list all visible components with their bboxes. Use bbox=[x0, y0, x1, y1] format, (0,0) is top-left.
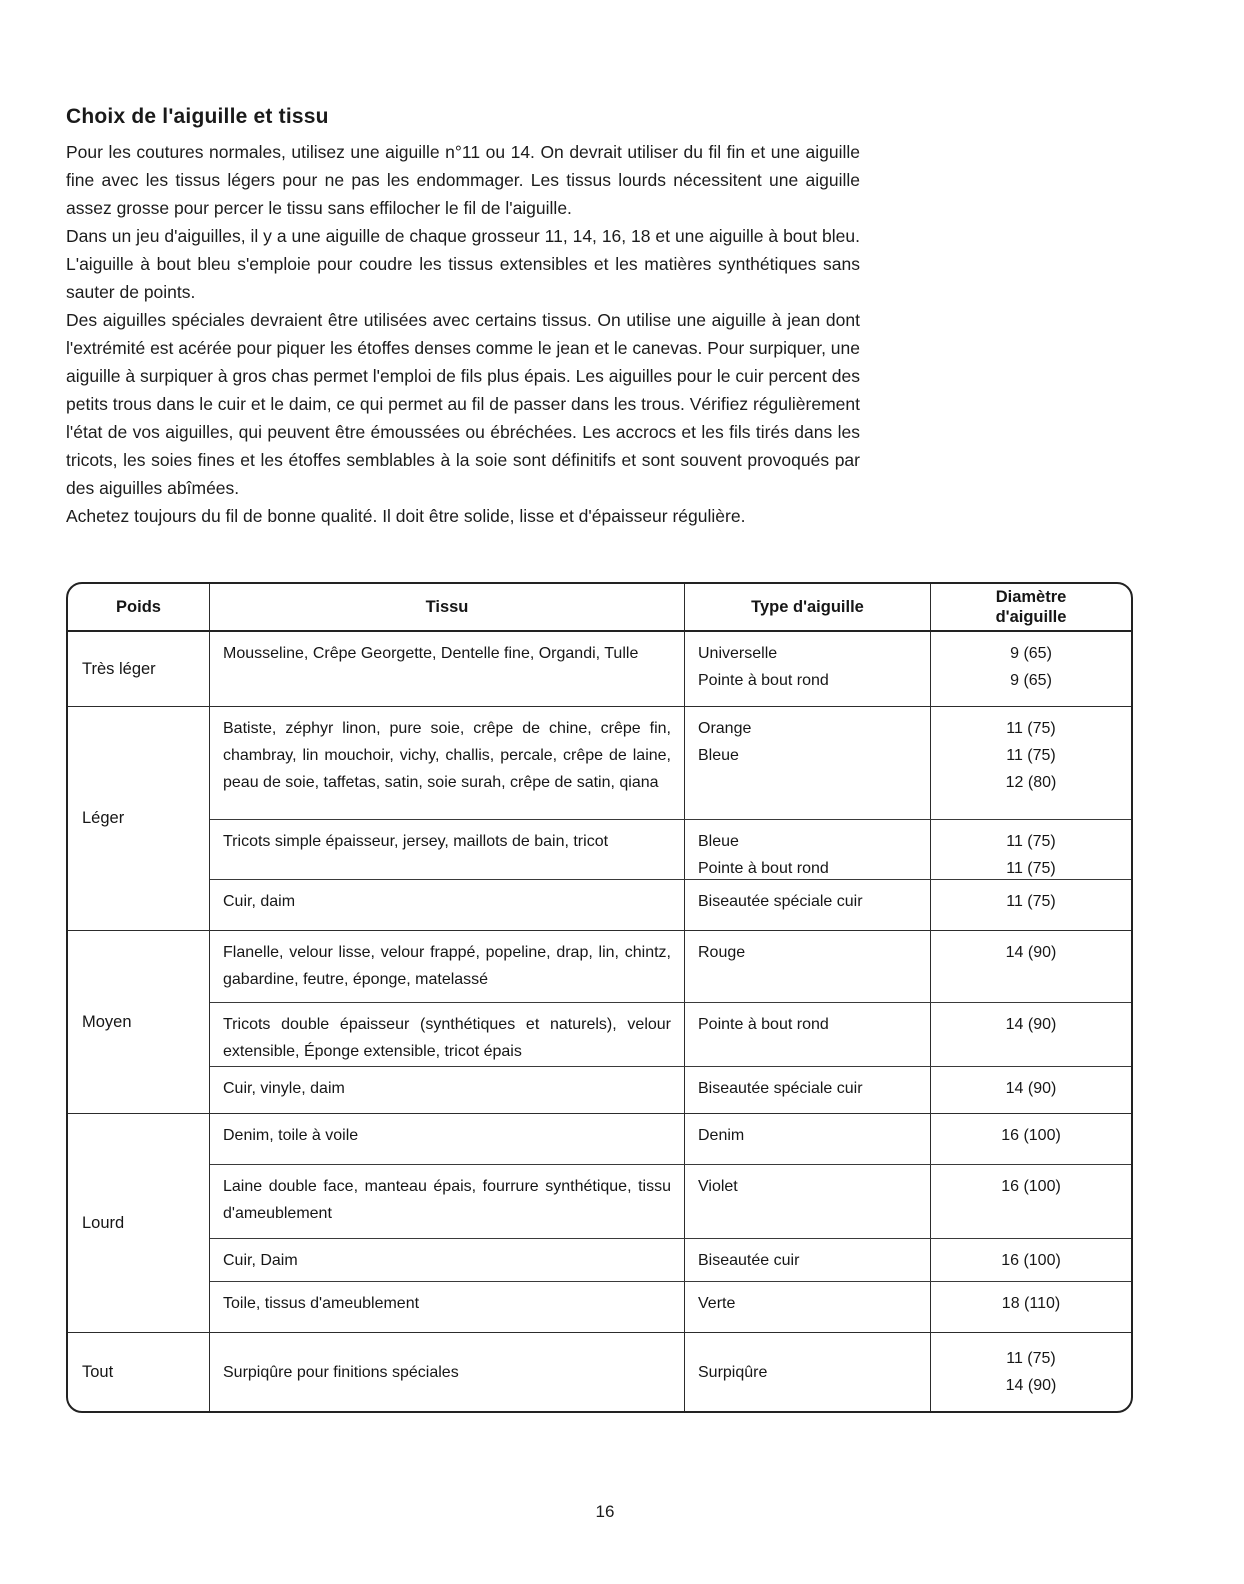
diam-cell bbox=[931, 1067, 1131, 1113]
table-row bbox=[210, 632, 1131, 706]
group-rows bbox=[210, 707, 1131, 930]
diam-cell bbox=[931, 632, 1131, 706]
type-line: Rouge bbox=[698, 944, 746, 961]
type-line: Pointe à bout rond bbox=[698, 1016, 829, 1033]
weight-group-leger bbox=[68, 706, 1131, 930]
table-row bbox=[210, 819, 1131, 879]
table-row bbox=[210, 1333, 1131, 1411]
type-cell bbox=[685, 1333, 931, 1411]
diam-line: 16 (100) bbox=[1001, 1252, 1061, 1269]
type-line: Pointe à bout rond bbox=[698, 672, 829, 689]
type-cell bbox=[685, 1114, 931, 1164]
type-line: Biseautée cuir bbox=[698, 1252, 800, 1269]
weight-group-moyen bbox=[68, 930, 1131, 1113]
type-line: Biseautée spéciale cuir bbox=[698, 1080, 863, 1097]
table-row bbox=[210, 707, 1131, 819]
table-row bbox=[210, 879, 1131, 930]
table-row bbox=[210, 1164, 1131, 1238]
diam-cell bbox=[931, 931, 1131, 1002]
diam-line: 11 (75) bbox=[1006, 860, 1056, 877]
col-header-diametre-label: Diamètre d'aiguille bbox=[995, 588, 1067, 626]
type-cell bbox=[685, 931, 931, 1002]
table-row bbox=[210, 1114, 1131, 1164]
type-cell bbox=[685, 1003, 931, 1066]
diam-line: 12 (80) bbox=[1005, 774, 1057, 791]
diam-line: 14 (90) bbox=[1005, 1080, 1057, 1097]
diam-line: 11 (75) bbox=[1006, 747, 1056, 764]
paragraph-needle-set: Dans un jeu d'aiguilles, il y a une aiguille de chaque grosseur 11, 14, 16, 18 et une aiguille à bout bleu. L'aiguille à bout bleu s'emploie pour coudre les tissus extensibles et les matières synthétiques sans sauter de points. bbox=[66, 226, 860, 302]
tissu-cell: Tricots simple épaisseur, jersey, maillots de bain, tricot bbox=[210, 820, 685, 879]
type-cell bbox=[685, 880, 931, 930]
type-line: Pointe à bout rond bbox=[698, 860, 829, 877]
tissu-cell: Flanelle, velour lisse, velour frappé, popeline, drap, lin, chintz, gabardine, feutre, éponge, matelassé bbox=[210, 931, 685, 1002]
col-header-type-aiguille: Type d'aiguille bbox=[685, 584, 931, 630]
tissu-cell: Tricots double épaisseur (synthétiques et naturels), velour extensible, Éponge extensible, tricot épais bbox=[210, 1003, 685, 1066]
tissu-cell: Denim, toile à voile bbox=[210, 1114, 685, 1164]
type-cell bbox=[685, 1165, 931, 1238]
table-row bbox=[210, 1066, 1131, 1113]
poids-cell: Léger bbox=[68, 707, 210, 930]
diam-line: 14 (90) bbox=[1005, 944, 1057, 961]
diam-line: 9 (65) bbox=[1010, 645, 1052, 662]
page-number: 16 bbox=[595, 1502, 615, 1521]
col-header-diametre bbox=[931, 584, 1131, 630]
col-header-tissu: Tissu bbox=[210, 584, 685, 630]
type-line: Universelle bbox=[698, 645, 778, 662]
type-cell bbox=[685, 1239, 931, 1281]
paragraph-thread-quality: Achetez toujours du fil de bonne qualité. Il doit être solide, lisse et d'épaisseur régulière. bbox=[66, 506, 746, 526]
type-cell bbox=[685, 820, 931, 879]
diam-cell bbox=[931, 820, 1131, 879]
diam-cell bbox=[931, 707, 1131, 819]
type-cell bbox=[685, 1067, 931, 1113]
needle-fabric-table bbox=[66, 582, 1133, 1413]
table-row bbox=[210, 1238, 1131, 1281]
type-line: Surpiqûre bbox=[698, 1363, 768, 1381]
group-rows bbox=[210, 1333, 1131, 1411]
diam-cell bbox=[931, 1114, 1131, 1164]
poids-cell: Très léger bbox=[68, 632, 210, 706]
tissu-cell: Toile, tissus d'ameublement bbox=[210, 1282, 685, 1332]
diam-cell bbox=[931, 1165, 1131, 1238]
type-cell bbox=[685, 632, 931, 706]
diam-line: 11 (75) bbox=[1006, 893, 1056, 910]
tissu-cell: Batiste, zéphyr linon, pure soie, crêpe de chine, crêpe fin, chambray, lin mouchoir, vichy, challis, percale, crêpe de laine, peau de soie, taffetas, satin, soie surah, crêpe de satin, qiana bbox=[210, 707, 685, 819]
poids-cell: Moyen bbox=[68, 931, 210, 1113]
tissu-cell: Cuir, vinyle, daim bbox=[210, 1067, 685, 1113]
diam-line: 11 (75) bbox=[1006, 833, 1056, 850]
tissu-cell: Cuir, daim bbox=[210, 880, 685, 930]
table-row bbox=[210, 931, 1131, 1002]
poids-cell: Lourd bbox=[68, 1114, 210, 1332]
paragraph-needle-basics: Pour les coutures normales, utilisez une aiguille n°11 ou 14. On devrait utiliser du fil fin et une aiguille fine avec les tissus légers pour ne pas les endommager. Les tissus lourds nécessitent une aiguille assez grosse pour percer le tissu sans effilocher le fil de l'aiguille. bbox=[66, 142, 860, 218]
table-row bbox=[210, 1281, 1131, 1332]
type-line: Bleue bbox=[698, 833, 739, 850]
group-rows bbox=[210, 931, 1131, 1113]
col-header-poids: Poids bbox=[68, 584, 210, 630]
type-line: Orange bbox=[698, 720, 752, 737]
tissu-cell: Mousseline, Crêpe Georgette, Dentelle fine, Organdi, Tulle bbox=[210, 632, 685, 706]
group-rows bbox=[210, 1114, 1131, 1332]
type-cell bbox=[685, 1282, 931, 1332]
poids-cell: Tout bbox=[68, 1333, 210, 1411]
diam-line: 16 (100) bbox=[1001, 1178, 1061, 1195]
diam-line: 18 (110) bbox=[1001, 1295, 1061, 1312]
table-row bbox=[210, 1002, 1131, 1066]
diam-line: 11 (75) bbox=[1006, 1350, 1056, 1367]
weight-group-tres-leger bbox=[68, 632, 1131, 706]
diam-line: 14 (90) bbox=[1005, 1377, 1057, 1394]
type-line: Violet bbox=[698, 1178, 738, 1195]
table-header-row bbox=[68, 584, 1131, 632]
diam-line: 14 (90) bbox=[1005, 1016, 1057, 1033]
type-line: Verte bbox=[698, 1295, 736, 1312]
tissu-cell: Cuir, Daim bbox=[210, 1239, 685, 1281]
diam-line: 16 (100) bbox=[1001, 1127, 1061, 1144]
tissu-cell: Surpiqûre pour finitions spéciales bbox=[210, 1333, 685, 1411]
page-title: Choix de l'aiguille et tissu bbox=[66, 105, 329, 128]
diam-cell bbox=[931, 880, 1131, 930]
diam-cell bbox=[931, 1333, 1131, 1411]
diam-line: 9 (65) bbox=[1010, 672, 1052, 689]
diam-line: 11 (75) bbox=[1006, 720, 1056, 737]
diam-cell bbox=[931, 1239, 1131, 1281]
group-rows bbox=[210, 632, 1131, 706]
diam-cell bbox=[931, 1003, 1131, 1066]
paragraph-special-needles: Des aiguilles spéciales devraient être utilisées avec certains tissus. On utilise une aiguille à jean dont l'extrémité est acérée pour piquer les étoffes denses comme le jean et le canevas. Pour surpiquer, une aiguille à surpiquer à gros chas permet l'emploi de fils plus épais. Les aiguilles pour le cuir percent des petits trous dans le cuir et le daim, ce qui permet au fil de passer dans les trous. Vérifiez régulièrement l'état de vos aiguilles, qui peuvent être émoussées ou ébréchées. Les accrocs et les fils tirés dans les tricots, les soies fines et les étoffes semblables à la soie sont définitifs et sont souvent provoqués par des aiguilles abîmées. bbox=[66, 310, 860, 498]
type-line: Denim bbox=[698, 1127, 745, 1144]
type-line: Biseautée spéciale cuir bbox=[698, 893, 863, 910]
diam-cell bbox=[931, 1282, 1131, 1332]
type-cell bbox=[685, 707, 931, 819]
weight-group-tout bbox=[68, 1332, 1131, 1411]
weight-group-lourd bbox=[68, 1113, 1131, 1332]
tissu-cell: Laine double face, manteau épais, fourrure synthétique, tissu d'ameublement bbox=[210, 1165, 685, 1238]
type-line: Bleue bbox=[698, 747, 739, 764]
